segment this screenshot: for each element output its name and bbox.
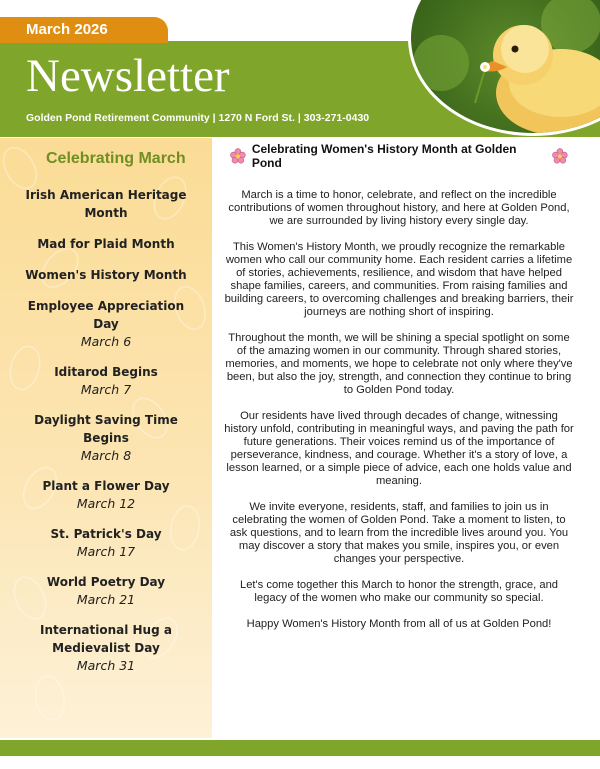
duckling-icon [411, 0, 600, 136]
list-item [0, 297, 212, 350]
list-item [0, 266, 212, 284]
event-date: March 31 [76, 658, 136, 673]
list-item [0, 411, 212, 464]
newsletter-header [0, 0, 600, 138]
article-paragraph: March is a time to honor, celebrate, and reflect on the incredible contributions of women throughout history, and here at Golden Pond, we are surrounded by living history every single day. [228, 189, 570, 227]
sidebar-heading: Celebrating March [46, 150, 186, 167]
event-date: March 12 [76, 496, 136, 511]
event-date: March 8 [80, 448, 132, 463]
event-name: Plant a Flower Day [42, 479, 170, 493]
article-heading: Celebrating Women's History Month at Golden Pond [251, 142, 517, 170]
list-item [0, 621, 212, 674]
event-name: Iditarod Begins [54, 365, 158, 379]
event-date: March 21 [76, 592, 136, 607]
event-date: March 7 [80, 382, 132, 397]
event-name: Employee Appreciation Day [27, 299, 185, 331]
article-paragraph: Throughout the month, we will be shining a special spotlight on some of the amazing women in our community. Through shared stories, memories, and moments, we hope to celebrate not only where they've been, but also the joy, strength, and connection they continue to bring to Golden Pond today. [225, 332, 573, 396]
community-contact-line: Golden Pond Retirement Community | 1270 N Ford St. | 303-271-0430 [26, 112, 370, 124]
event-name: World Poetry Day [46, 575, 166, 589]
pink-flower-icon [552, 148, 568, 164]
newsletter-title: Newsletter [26, 50, 230, 102]
article-paragraph: Happy Women's History Month from all of us at Golden Pond! [246, 618, 552, 630]
event-name: Irish American Heritage Month [25, 188, 187, 220]
event-date: March 6 [80, 334, 132, 349]
womens-history-article [224, 142, 574, 631]
article-paragraph: We invite everyone, residents, staff, and families to join us in celebrating the women of Golden Pond. Take a moment to listen, to ask questions, and to learn from the incredible lives around you. You may discover a story that makes you smile, inspires you, or even changes your perspective. [229, 501, 569, 565]
pink-flower-icon [230, 148, 246, 164]
footer-green-bar [0, 740, 600, 756]
list-item [0, 186, 212, 222]
article-paragraph: This Women's History Month, we proudly recognize the remarkable women who call our community home. Each resident carries a lifetime of stories, achievements, resilience, and wisdom that have helped shape families, careers, and communities. From raising families and building careers, to overcoming challenges and breaking barriers, their journeys are nothing short of inspiring. [224, 241, 574, 318]
duckling-photo [408, 0, 600, 136]
event-name: St. Patrick's Day [50, 527, 162, 541]
article-paragraph: Let's come together this March to honor the strength, grace, and legacy of the women who make our community so special. [239, 579, 559, 604]
event-name: Mad for Plaid Month [37, 237, 175, 251]
issue-date-tab: March 2026 [0, 17, 168, 43]
events-list [0, 186, 212, 687]
list-item [0, 235, 212, 253]
article-paragraph: Our residents have lived through decades of change, witnessing history unfold, contributing in meaningful ways, and paving the path for future generations. Their voices remind us of the importance of perseverance, kindness, and courage. Whether it's a story of love, a lesson learned, or a simple piece of advice, each one holds value and meaning. [224, 410, 574, 487]
list-item [0, 573, 212, 608]
article-heading-row [224, 142, 574, 170]
list-item [0, 525, 212, 560]
event-date: March 17 [76, 544, 136, 559]
event-name: International Hug a Medievalist Day [40, 623, 172, 655]
list-item [0, 477, 212, 512]
list-item [0, 363, 212, 398]
event-name: Women's History Month [25, 268, 187, 282]
celebrating-march-sidebar [0, 138, 212, 738]
event-name: Daylight Saving Time Begins [34, 413, 178, 445]
